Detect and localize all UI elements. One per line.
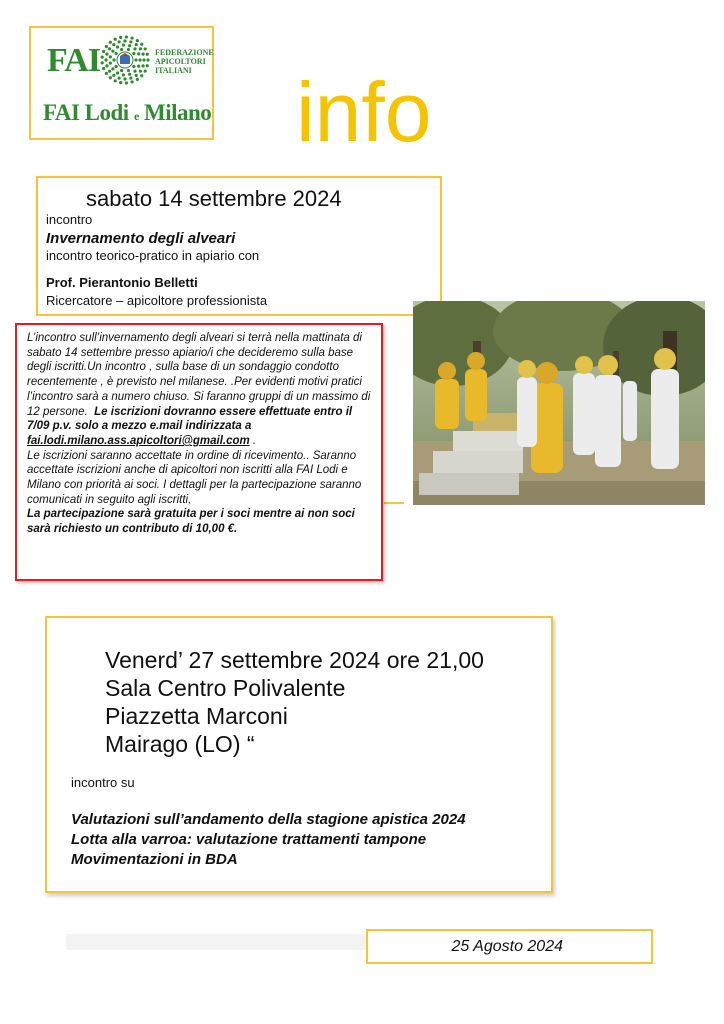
event1-speaker: Prof. Pierantonio Belletti — [46, 275, 198, 290]
event2-topic: Movimentazioni in BDA — [71, 851, 238, 868]
notice-text: L’incontro sull’invernamento degli alveari si terrà nella mattinata di sabato 14 settembre presso apiario/i che decideremo sulla base degli iscritti.Un incontro , sulla base di un sondaggio condotto recentemente , è previsto nel milanese. .Per evidenti motivi pratici l’incontro sarà a numero chiuso. Si faranno gruppi di un massimo di 12 persone. Le iscrizioni dovranno essere effettuate entro il 7/09 p.v. solo a mezzo e.mail indirizzata a fai.lodi.milano.ass.apicoltori@gmail.com . Le iscrizioni saranno accettate in ordine di ricevimento.. Saranno accettate iscrizioni anche di apicoltori non iscritti alla FAI Lodi e Milano con priorità ai soci. I dettagli per la partecipazione saranno comunicati in seguito agli iscritti, La partecipazione sarà gratuita per i soci mentre ai non soci sarà richiesto un contributo di 10,00 €. — [27, 332, 371, 536]
info-heading: info — [296, 65, 432, 159]
beekeepers-photo — [413, 301, 705, 505]
event2-topics — [71, 810, 466, 870]
logo-fai-text: FAI — [47, 42, 101, 79]
event1-box — [36, 176, 442, 316]
notice-fee: La partecipazione sarà gratuita per i soci mentre ai non soci sarà richiesto un contributo di 10,00 €. — [27, 508, 355, 536]
event1-title: Invernamento degli alveari — [46, 230, 236, 247]
notice-email-link[interactable]: fai.lodi.milano.ass.apicoltori@gmail.com — [27, 434, 250, 447]
event2-city: Mairago (LO) “ — [105, 731, 255, 757]
event2-label: incontro su — [71, 775, 135, 790]
event2-address: Piazzetta Marconi — [105, 703, 288, 729]
logo-federation-text: FEDERAZIONE APICOLTORI ITALIANI — [155, 48, 214, 75]
event1-label: incontro — [46, 212, 93, 227]
event2-venue: Sala Centro Polivalente — [105, 675, 346, 701]
logo-local-text: FAI Lodi e Milano — [43, 100, 212, 125]
event2-box — [45, 616, 553, 893]
logo-box — [29, 26, 214, 140]
connector-line — [384, 502, 404, 504]
footer-date-box — [366, 929, 653, 964]
event2-topic: Lotta alla varroa: valutazione trattamenti tampone — [71, 831, 427, 848]
notice-deadline: Le iscrizioni dovranno essere effettuate entro il 7/09 p.v. solo a mezzo e.mail indirizzata a — [27, 405, 353, 433]
event1-subtitle: incontro teorico-pratico in apiario con — [46, 248, 260, 263]
event2-topic: Valutazioni sull’andamento della stagione apistica 2024 — [71, 811, 466, 828]
notice-box — [15, 323, 383, 581]
event1-speaker-role: Ricercatore – apicoltore professionista — [46, 293, 268, 308]
logo-emblem-icon — [99, 34, 151, 86]
event1-date: sabato 14 settembre 2024 — [86, 186, 342, 211]
footer-date: 25 Agosto 2024 — [451, 938, 563, 955]
footer-strip — [66, 934, 366, 950]
event2-details — [105, 646, 484, 758]
event2-datetime: Venerd’ 27 settembre 2024 ore 21,00 — [105, 647, 484, 673]
